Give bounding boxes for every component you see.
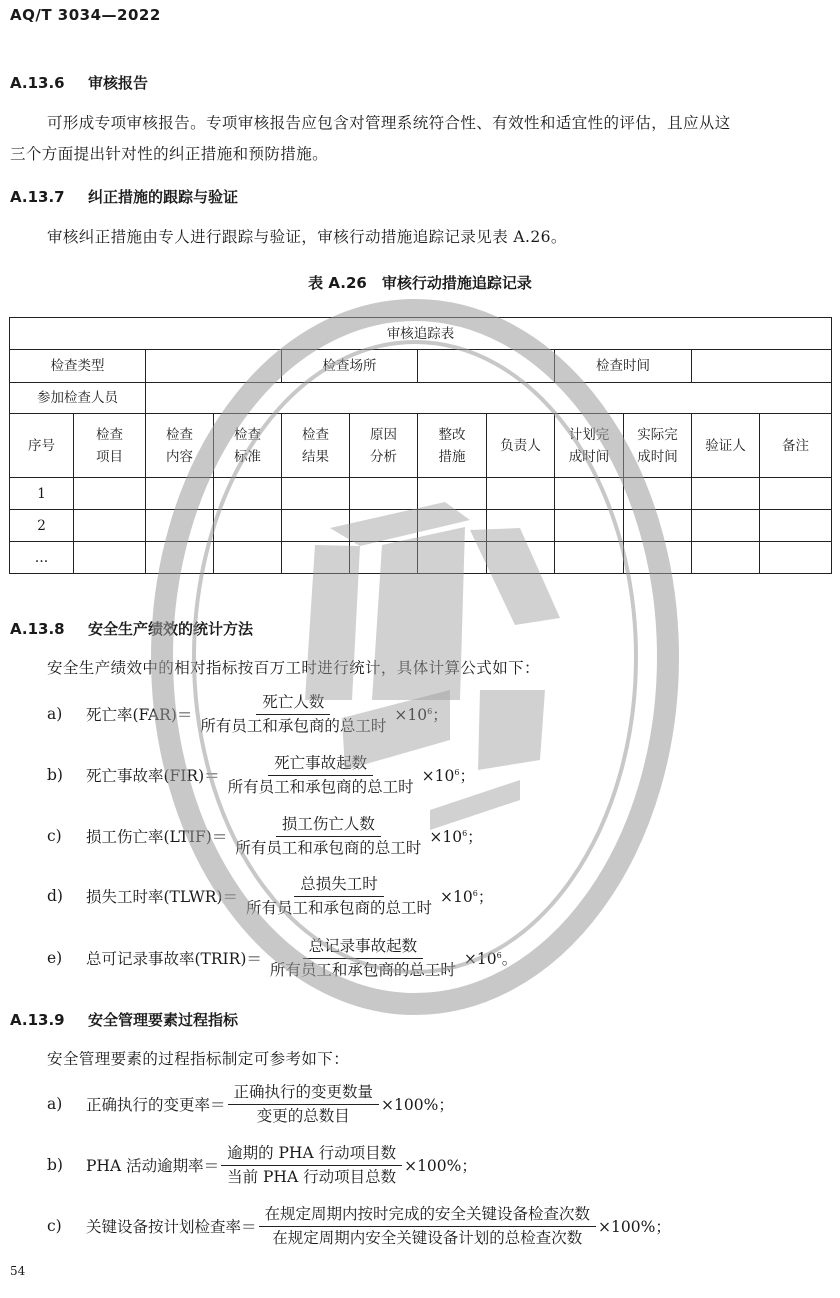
table-header-row (10, 414, 832, 478)
column-header-text: 计划完 (568, 426, 610, 443)
row-number: 2 (10, 510, 74, 542)
section-heading-a13-6 (10, 72, 148, 93)
multiplier-base: ×10 (440, 888, 473, 906)
fraction (229, 813, 427, 860)
section-title: 安全管理要素过程指标 (88, 1011, 239, 1029)
formula-lhs: 总可记录事故率(TRIR)＝ (86, 950, 262, 968)
formula-index: e) (47, 949, 63, 967)
fraction (228, 1081, 380, 1128)
section-number: A.13.8 (10, 620, 65, 638)
column-header-text: 备注 (782, 437, 810, 454)
numerator: 死亡人数 (256, 691, 330, 715)
multiplier (394, 703, 447, 725)
denominator: 所有员工和承包商的总工时 (227, 777, 414, 796)
formula-lhs: PHA 活动逾期率＝ (86, 1157, 220, 1175)
fraction (259, 1203, 597, 1250)
multiplier (429, 825, 482, 847)
paragraph: 安全生产绩效中的相对指标按百万工时进行统计，具体计算公式如下： (47, 659, 540, 677)
table-cell (624, 510, 692, 542)
section-heading-a13-7 (10, 186, 238, 207)
multiplier (464, 947, 517, 969)
multiplier-base: ×10 (394, 706, 428, 724)
table-cell (555, 542, 624, 574)
table-cell (418, 542, 487, 574)
audit-tracking-table (9, 317, 832, 574)
table-cell (760, 478, 832, 510)
column-header-text: 检查 (302, 426, 329, 443)
row-number: 1 (10, 478, 74, 510)
numerator: 死亡事故起数 (268, 752, 373, 776)
table-cell (418, 510, 487, 542)
table-cell (214, 510, 282, 542)
formula (0, 749, 475, 801)
paragraph: 安全管理要素的过程指标制定可参考如下： (47, 1050, 350, 1068)
table-cell (146, 510, 214, 542)
multiplier-base: ×10 (429, 828, 463, 846)
column-header-text: 负责人 (500, 437, 541, 454)
multiplier-exponent: 6 (427, 706, 433, 716)
formula-end: ； (438, 1096, 454, 1114)
inspection-time-value (692, 350, 832, 383)
table-row (10, 510, 832, 542)
formula (0, 1139, 477, 1191)
formula (0, 688, 448, 740)
multiplier-exponent: 6 (472, 888, 478, 898)
column-header-text: 标准 (234, 448, 261, 465)
numerator: 在规定周期内按时完成的安全关键设备检查次数 (259, 1203, 597, 1227)
table-title-row (10, 318, 832, 350)
section-number: A.13.9 (10, 1011, 65, 1029)
column-header (74, 414, 146, 478)
table-cell (74, 478, 146, 510)
row-number: … (10, 542, 74, 574)
column-header-text: 序号 (28, 437, 55, 454)
formula-lhs: 正确执行的变更率＝ (86, 1096, 226, 1114)
section-heading-a13-8 (10, 618, 253, 639)
paragraph: 审核纠正措施由专人进行跟踪与验证，审核行动措施追踪记录见表 A.26。 (47, 228, 567, 246)
column-header (350, 414, 418, 478)
numerator: 总记录事故起数 (303, 935, 424, 959)
multiplier-exponent: 6 (462, 828, 468, 838)
section-title: 纠正措施的跟踪与验证 (88, 188, 239, 206)
formula-end: ； (459, 767, 475, 785)
column-header-text: 检查 (166, 426, 193, 443)
formula-end: ； (432, 706, 448, 724)
table-cell (146, 478, 214, 510)
table-cell (692, 542, 760, 574)
table-cell (555, 478, 624, 510)
section-title: 安全生产绩效的统计方法 (88, 620, 254, 638)
table-cell (487, 510, 555, 542)
column-header-text: 实际完 (637, 426, 678, 443)
table-cell (760, 542, 832, 574)
formula-lhs: 死亡率(FAR)＝ (86, 706, 193, 724)
column-header (555, 414, 624, 478)
column-header-text: 验证人 (705, 437, 746, 454)
column-header (487, 414, 555, 478)
column-header-text: 整改 (438, 426, 466, 443)
formula-end: 。 (501, 950, 518, 968)
page-number: 54 (10, 1264, 26, 1278)
inspection-place-value (418, 350, 555, 383)
fraction (194, 691, 392, 738)
participants-value (146, 383, 832, 414)
formula-end: ； (467, 828, 483, 846)
column-header-text: 内容 (166, 448, 193, 465)
paragraph: 可形成专项审核报告。专项审核报告应包含对管理系统符合性、有效性和适宜性的评估，且应从这 (47, 114, 731, 132)
table-row (10, 478, 832, 510)
multiplier-base: ×100% (598, 1218, 656, 1236)
formula-end: ； (477, 888, 494, 906)
inspection-time-label: 检查时间 (555, 350, 692, 383)
table-cell (555, 510, 624, 542)
table-cell (418, 478, 487, 510)
formula-index: c) (47, 1217, 62, 1235)
table-cell (214, 542, 282, 574)
column-header (282, 414, 350, 478)
formula-end: ； (461, 1157, 477, 1175)
formula-lhs: 死亡事故率(FIR)＝ (86, 767, 220, 785)
formula-end: ； (655, 1218, 671, 1236)
column-header (692, 414, 760, 478)
multiplier (422, 764, 475, 786)
table-cell (350, 478, 418, 510)
table-cell (487, 478, 555, 510)
inspection-place-label: 检查场所 (282, 350, 418, 383)
denominator: 当前 PHA 行动项目总数 (227, 1167, 397, 1186)
fraction (240, 873, 438, 920)
paragraph: 三个方面提出针对性的纠正措施和预防措施。 (10, 145, 329, 163)
table-cell (282, 510, 350, 542)
multiplier-base: ×100% (381, 1096, 439, 1114)
formula-index: a) (47, 705, 63, 723)
table-cell (74, 510, 146, 542)
table-cell (692, 478, 760, 510)
column-header (146, 414, 214, 478)
table-row (10, 542, 832, 574)
denominator: 所有员工和承包商的总工时 (235, 838, 422, 857)
table-cell (282, 478, 350, 510)
table-cell (146, 542, 214, 574)
numerator: 正确执行的变更数量 (228, 1081, 380, 1105)
standard-code: AQ/T 3034—2022 (10, 6, 161, 24)
section-title: 审核报告 (88, 74, 149, 92)
table-cell (282, 542, 350, 574)
table-cell (350, 510, 418, 542)
table-cell (350, 542, 418, 574)
section-heading-a13-9 (10, 1009, 238, 1030)
column-header (418, 414, 487, 478)
table-cell (624, 542, 692, 574)
multiplier-exponent: 6 (454, 767, 460, 777)
column-header-text: 分析 (370, 448, 397, 465)
section-number: A.13.6 (10, 74, 65, 92)
numerator: 损工伤亡人数 (276, 813, 381, 837)
multiplier (404, 1154, 477, 1176)
inspection-type-label: 检查类型 (10, 350, 146, 383)
formula (0, 932, 517, 984)
table-info-row (10, 350, 832, 383)
formula-lhs: 损工伤亡率(LTIF)＝ (86, 828, 228, 846)
column-header-text: 检查 (234, 426, 261, 443)
table-title: 审核追踪表 (10, 318, 832, 350)
formula (0, 810, 483, 862)
formula (0, 1078, 454, 1130)
formula-index: c) (47, 827, 62, 845)
formula-index: d) (47, 887, 63, 905)
fraction (222, 752, 420, 799)
numerator: 总损失工时 (294, 873, 384, 897)
table-cell (487, 542, 555, 574)
table-cell (692, 510, 760, 542)
formula-lhs: 关键设备按计划检查率＝ (86, 1218, 257, 1236)
column-header-text: 项目 (96, 448, 123, 465)
formula-index: b) (47, 766, 63, 784)
multiplier-exponent: 6 (496, 950, 502, 960)
multiplier-base: ×100% (404, 1157, 462, 1175)
multiplier-base: ×10 (421, 767, 455, 785)
multiplier-base: ×10 (463, 950, 497, 968)
formula-index: b) (47, 1156, 63, 1174)
multiplier (381, 1093, 454, 1115)
table-cell (624, 478, 692, 510)
column-header-text: 原因 (370, 426, 397, 443)
multiplier (440, 885, 493, 907)
fraction (264, 935, 462, 982)
column-header-text: 检查 (96, 426, 123, 443)
denominator: 所有员工和承包商的总工时 (269, 960, 456, 979)
denominator: 变更的总数目 (256, 1106, 350, 1125)
multiplier (598, 1215, 671, 1237)
section-number: A.13.7 (10, 188, 65, 206)
table-cell (214, 478, 282, 510)
inspection-type-value (146, 350, 282, 383)
formula (0, 870, 493, 922)
formula (0, 1200, 671, 1252)
formula-index: a) (47, 1095, 63, 1113)
denominator: 所有员工和承包商的总工时 (200, 716, 387, 735)
table-cell (760, 510, 832, 542)
denominator: 所有员工和承包商的总工时 (245, 898, 432, 917)
denominator: 在规定周期内安全关键设备计划的总检查次数 (272, 1228, 583, 1247)
column-header (10, 414, 74, 478)
column-header-text: 措施 (438, 448, 466, 465)
participants-label: 参加检查人员 (10, 383, 146, 414)
formula-lhs: 损失工时率(TLWR)＝ (86, 888, 238, 906)
table-cell (74, 542, 146, 574)
column-header-text: 成时间 (568, 448, 610, 465)
table-caption: 表 A.26 审核行动措施追踪记录 (308, 274, 532, 292)
column-header (760, 414, 832, 478)
table-people-row (10, 383, 832, 414)
numerator: 逾期的 PHA 行动项目数 (221, 1142, 402, 1166)
fraction (221, 1142, 402, 1189)
column-header (214, 414, 282, 478)
column-header-text: 结果 (302, 448, 329, 465)
column-header (624, 414, 692, 478)
column-header-text: 成时间 (637, 448, 678, 465)
